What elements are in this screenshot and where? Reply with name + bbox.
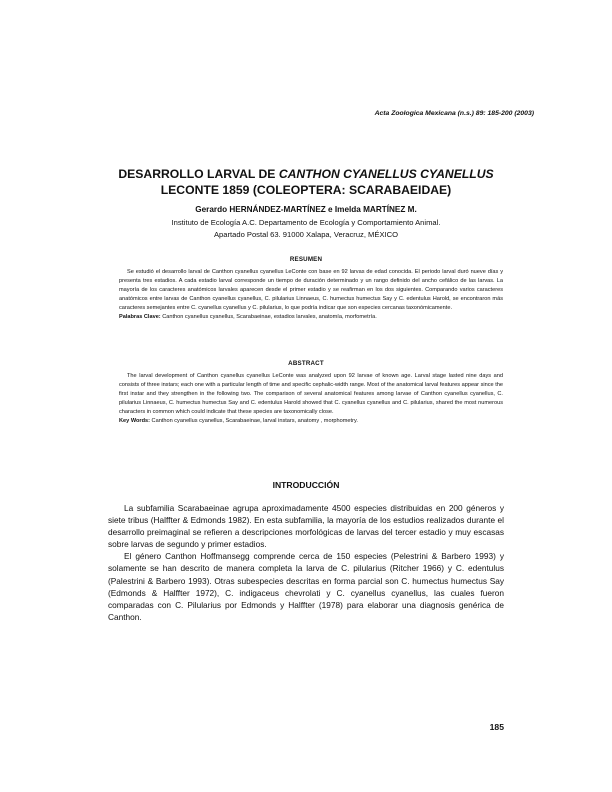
- resumen-keywords: [119, 313, 503, 322]
- affiliation-line1: Instituto de Ecología A.C. Departamento de Ecología y Comportamiento Animal.: [171, 218, 441, 227]
- affiliation: [60, 217, 552, 241]
- title-line1-species: CANTHON CYANELLUS CYANELLUS: [278, 167, 494, 181]
- intro-body: [108, 502, 504, 623]
- resumen-kw-text: Canthon cyanellus cyanellus, Scarabaeinae, estadios larvales, anatomía, morfometría.: [162, 313, 377, 320]
- abstract-kw-label: Key Words:: [119, 417, 150, 424]
- abstract-text: The larval development of Canthon cyanellus cyanellus LeConte was analyzed upon 92 larvae of known age. Larval stage lasted nine days and consists of three instars; each one with a particular length of time and specific cephalic-width range. Most of the anatomical larval features appear since the first instar and they strengthen in the following two. The comparison of several anatomical features among larvae of Canthon cyanellus cyanellus, C. pilularius Linnaeus, C. humectus humectus Say and C. edentulus Harold showed that C. cyanellus cyanellus and C. pilularius, shared the most numerous characters in common which could indicate that these species are taxonomically close.: [119, 373, 503, 415]
- intro-paragraph-2: El género Canthon Hoffmansegg comprende cerca de 150 especies (Pelestrini & Barbero 1993) y solamente se han descrito de manera completa la larva de C. pilularius (Ritcher 1966) y C. edentulus (Palestrini & Barbero 1993). Otras subespecies descritas en forma parcial son C. humectus humectus Say (Edmonds & Halffter 1972), C. indigaceus chevrolati y C. cyanellus cyanellus, las cuales fueron comparadas con C. Pilularius por Edmonds y Halffter (1978) para elaborar una diagnosis genérica de Canthon.: [108, 551, 504, 622]
- journal-citation: Acta Zoologica Mexicana (n.s.) 89: 185-200 (2003): [374, 110, 534, 117]
- abstract-kw-text: Canthon cyanellus cyanellus, Scarabaeinae, larval instars, anatomy , morphometry.: [151, 417, 358, 424]
- title-line2: LECONTE 1859 (COLEOPTERA: SCARABAEIDAE): [160, 183, 452, 197]
- resumen-text: Se estudió el desarrollo larval de Canthon cyanellus cyanellus LeConte con base en 92 larvas de edad conocida. El periodo larval duró nueve días y presenta tres estadios. A cada estadio larval corresponde un tiempo de duración determinado y un rango definido del ancho cefálico de las larvas. La mayoría de los caracteres anatómicos larvales aparecen desde el primer estadio y se reafirman en los dos siguientes. Comparando varios caracteres anatómicos entre larvas de Canthon cyanellus cyanellus, C. pilularius Linnaeus, C. humectus humectus Say y C. edentulus Harold, se encontraron más caracteres semejantes entre C. cyanellus cyanellus y C. pilularius, lo que podría indicar que son especies cercanas taxonómicamente.: [119, 269, 503, 311]
- paper-title: [60, 166, 552, 198]
- abstract-block: [119, 372, 503, 425]
- page-number: 185: [489, 722, 504, 732]
- resumen-block: [119, 268, 503, 321]
- resumen-heading: RESUMEN: [289, 256, 323, 263]
- affiliation-line2: Apartado Postal 63. 91000 Xalapa, Veracruz, MÉXICO: [213, 230, 399, 239]
- intro-paragraph-1: La subfamilia Scarabaeinae agrupa aproximadamente 4500 especies distribuidas en 200 géneros y siete tribus (Halffter & Edmonds 1982). En esta subfamilia, la mayoría de los estudios realizados durante el desarrollo preimaginal se refieren a descripciones morfológicas de larvas del tercer estadio y muy escasas sobre larvas de segundo y primer estadios.: [108, 503, 504, 550]
- authors: Gerardo HERNÁNDEZ-MARTÍNEZ e Imelda MARTÍNEZ M.: [195, 205, 417, 214]
- resumen-kw-label: Palabras Clave:: [119, 313, 161, 320]
- abstract-heading: ABSTRACT: [288, 360, 324, 367]
- abstract-keywords: [119, 417, 503, 426]
- intro-heading: INTRODUCCIÓN: [272, 480, 340, 490]
- title-line1-prefix: DESARROLLO LARVAL DE: [118, 167, 279, 181]
